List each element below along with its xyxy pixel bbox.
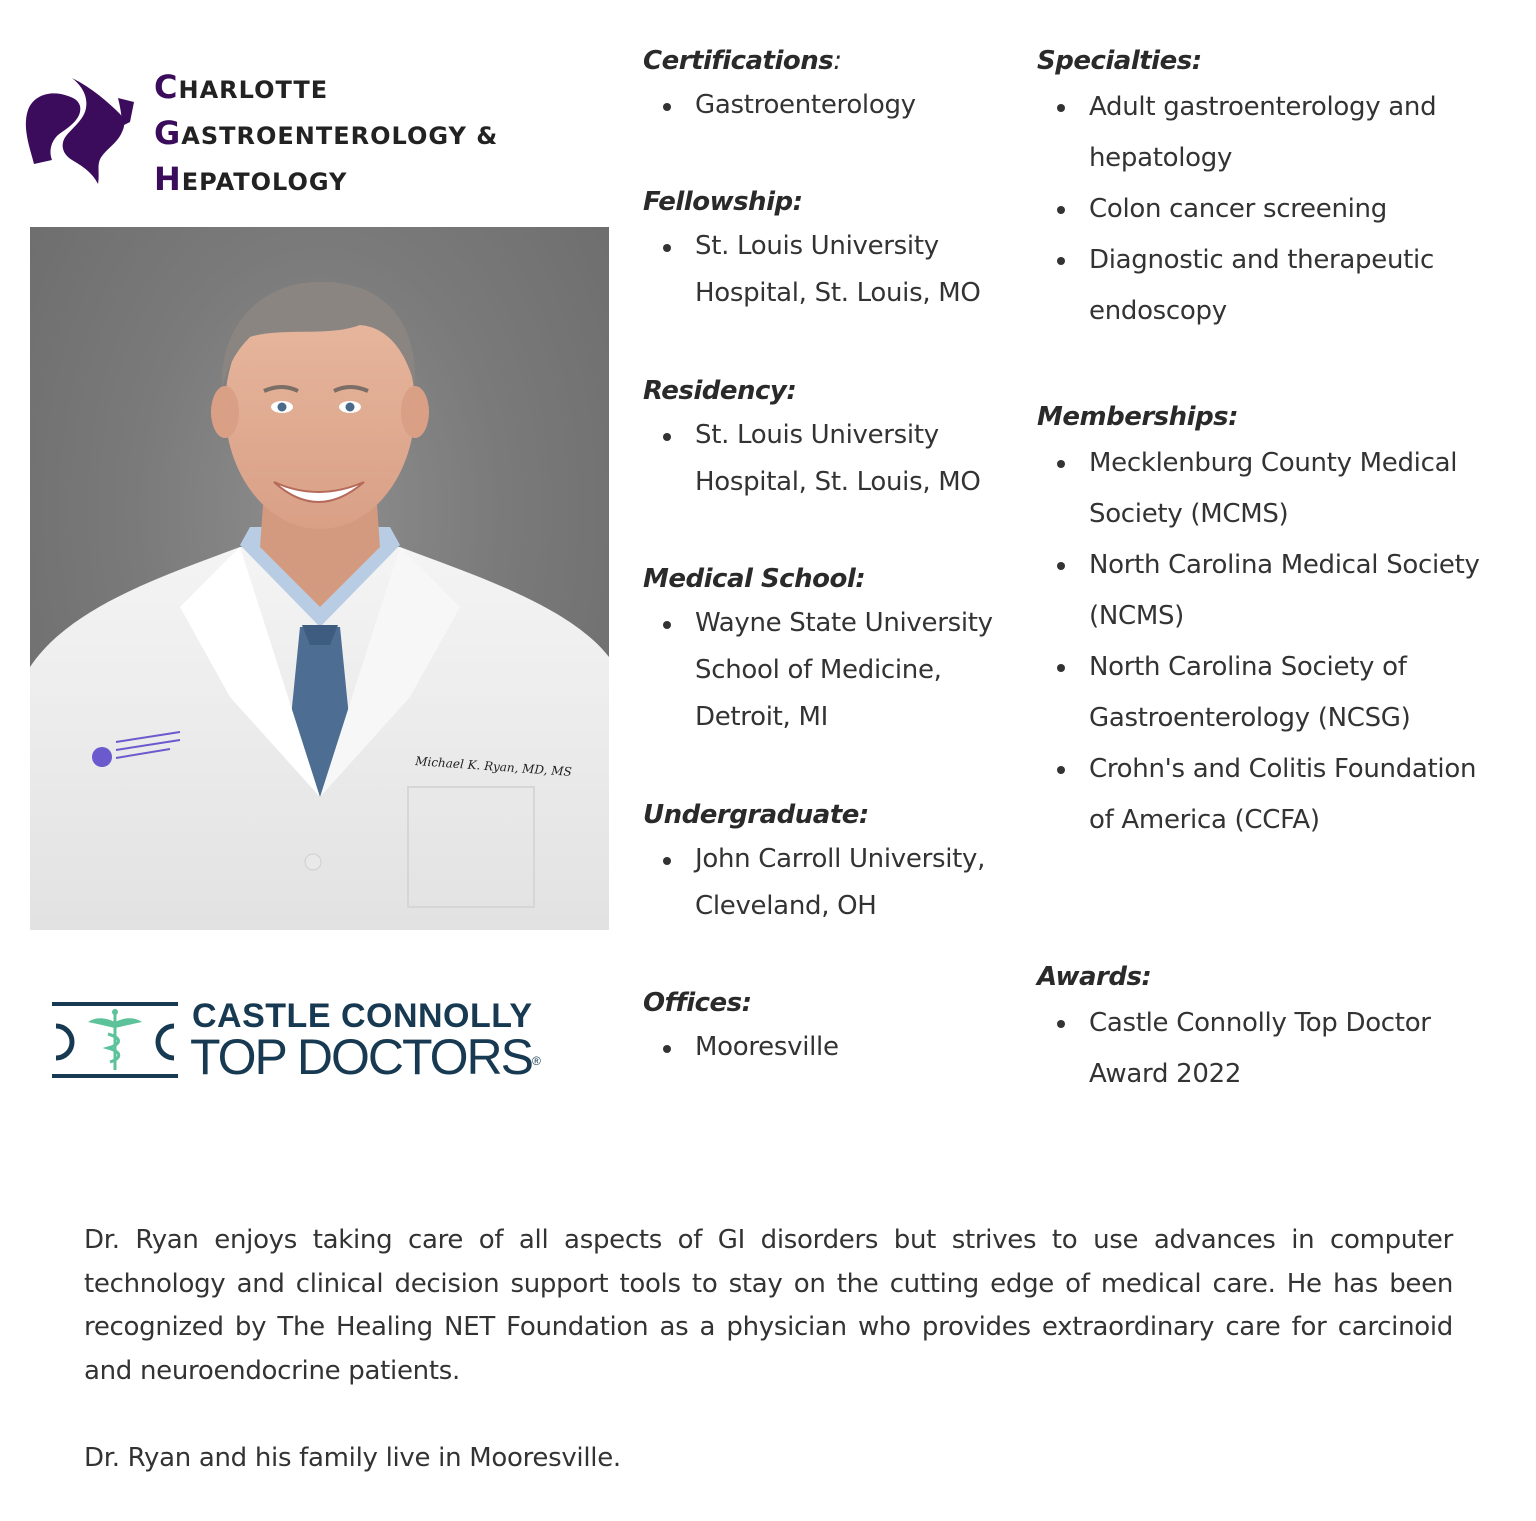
section-specialties (1037, 40, 1487, 337)
cgh-logo-word: HARLOTTE (178, 76, 329, 104)
section-title: Offices: (643, 988, 752, 1018)
list-item: North Carolina Society of Gastroenterology (NCSG) (1037, 642, 1487, 744)
section-title: Residency: (643, 376, 797, 406)
list-item: John Carroll University, Cleveland, OH (643, 836, 1023, 930)
list-item: Mecklenburg County Medical Society (MCMS) (1037, 438, 1487, 540)
top-doctors-text: TOP DOCTORS (190, 1029, 532, 1085)
cgh-logo-mark-icon (22, 68, 140, 188)
doctor-photo (30, 227, 609, 930)
list-item: Gastroenterology (643, 82, 1023, 129)
cgh-logo-line (154, 112, 498, 158)
list-item: St. Louis University Hospital, St. Louis, MO (643, 412, 1023, 506)
cgh-logo-word: EPATOLOGY (181, 168, 348, 196)
registered-mark: ® (531, 1054, 541, 1068)
section-undergraduate (643, 794, 1023, 930)
list-item: Crohn's and Colitis Foundation of America (CCFA) (1037, 744, 1487, 846)
offices-list (643, 1024, 1023, 1071)
section-title: Awards: (1037, 962, 1152, 992)
section-memberships (1037, 396, 1487, 846)
section-title-text: Certifications (643, 46, 834, 76)
memberships-list (1037, 438, 1487, 846)
section-title: Specialties: (1037, 46, 1202, 76)
section-title: Fellowship: (643, 187, 803, 217)
castle-connolly-logo (50, 997, 560, 1085)
cgh-logo-initial: G (154, 114, 182, 152)
undergraduate-list (643, 836, 1023, 930)
list-item: North Carolina Medical Society (NCMS) (1037, 540, 1487, 642)
list-item: Diagnostic and therapeutic endoscopy (1037, 235, 1487, 337)
certifications-list (643, 82, 1023, 129)
caduceus-mark-icon (50, 1000, 180, 1080)
list-item: Castle Connolly Top Doctor Award 2022 (1037, 998, 1487, 1100)
cgh-logo-initial: H (154, 160, 182, 198)
section-offices (643, 982, 1023, 1071)
castle-connolly-subtitle (190, 1029, 541, 1085)
cgh-logo-word: ASTROENTEROLOGY & (181, 122, 499, 150)
list-item: Adult gastroenterology and hepatology (1037, 82, 1487, 184)
doctor-portrait-illustration (30, 227, 609, 930)
section-title: Medical School: (643, 564, 866, 594)
list-item: Mooresville (643, 1024, 1023, 1071)
list-item: St. Louis University Hospital, St. Louis, MO (643, 223, 1023, 317)
bio-family-line: Dr. Ryan and his family live in Mooresville. (84, 1443, 621, 1473)
section-fellowship (643, 181, 1023, 317)
coat-embroidered-name: Michael K. Ryan, MD, MS (414, 754, 573, 779)
residency-list (643, 412, 1023, 506)
section-awards (1037, 956, 1487, 1100)
bio-paragraph: Dr. Ryan enjoys taking care of all aspects of GI disorders but strives to use advances in computer technology and clinical decision support tools to stay on the cutting edge of medical care. He has been recognized by The Healing NET Foundation as a physician who provides extraordinary care for carcinoid and neuroendocrine patients. (84, 1225, 1453, 1386)
specialties-list (1037, 82, 1487, 337)
list-item: Colon cancer screening (1037, 184, 1487, 235)
fellowship-list (643, 223, 1023, 317)
section-medical-school (643, 558, 1023, 741)
list-item: Wayne State University School of Medicine, Detroit, MI (643, 600, 1023, 741)
section-title-colon: : (833, 46, 842, 76)
section-title (643, 40, 1023, 82)
section-title: Undergraduate: (643, 800, 869, 830)
cgh-logo (22, 66, 542, 198)
section-title: Memberships: (1037, 402, 1239, 432)
cgh-logo-line (154, 66, 498, 112)
cgh-logo-initial: C (154, 68, 179, 106)
section-residency (643, 370, 1023, 506)
awards-list (1037, 998, 1487, 1100)
medical-school-list (643, 600, 1023, 741)
cgh-logo-line (154, 158, 498, 204)
section-certifications (643, 40, 1023, 129)
castle-connolly-title: CASTLE CONNOLLY (192, 997, 533, 1035)
cgh-logo-text (154, 66, 498, 204)
